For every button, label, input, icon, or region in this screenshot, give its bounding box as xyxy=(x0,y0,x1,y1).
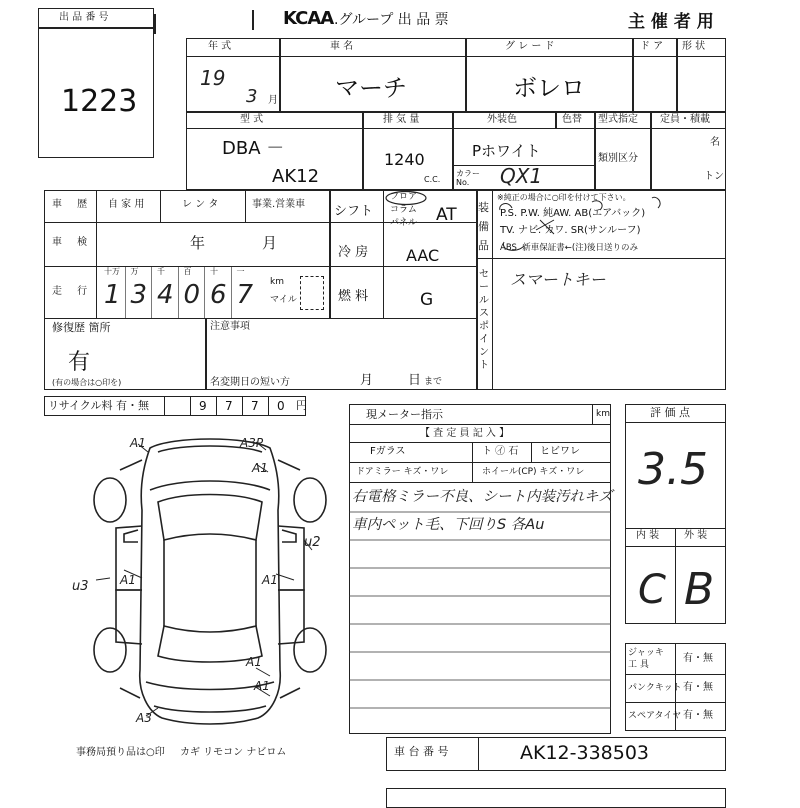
score-value: 3.5 xyxy=(638,444,708,495)
exterior-color-value: Pホワイト xyxy=(472,142,541,160)
history-option-business[interactable]: 事業.営業車 xyxy=(252,199,306,210)
model-prefix: DBA － xyxy=(222,138,285,159)
sheet-title: .グループ 出 品 票 xyxy=(334,12,449,28)
inspection-year-unit: 年 xyxy=(190,234,206,252)
accessory-spare-choice[interactable]: 有・無 xyxy=(683,710,713,721)
mileage-place-label: 十万 xyxy=(104,267,120,276)
accessory-jack-choice[interactable]: 有・無 xyxy=(683,653,713,664)
car-name: マーチ xyxy=(335,74,407,102)
mark-a3p: A3P xyxy=(240,436,264,450)
mileage-digit: 7 xyxy=(236,280,254,310)
model-code: AK12 xyxy=(272,166,320,187)
inspector-entry-label: 【 査 定 員 記 入 】 xyxy=(420,428,510,439)
mark-a1-mid-left: A1 xyxy=(120,573,136,587)
mileage-place-label: 一 xyxy=(236,267,245,276)
office-items-label: 事務局預り品は○印 xyxy=(76,747,165,758)
mileage-digit: 6 xyxy=(210,280,227,310)
score-label: 評 価 点 xyxy=(650,406,690,419)
mileage-unit-km: km xyxy=(270,277,284,287)
fuel-value: G xyxy=(420,290,434,310)
name-change-label: 名変期日の短い方 xyxy=(210,377,290,388)
lot-number-box xyxy=(38,8,154,158)
organizer-use-label: 主 催 者 用 xyxy=(628,12,714,32)
ac-value: AAC xyxy=(406,246,440,265)
mile-checkbox[interactable] xyxy=(300,276,324,310)
equipment-line-1: P.S. P.W. 純AW. AB(エアバック) xyxy=(500,208,646,219)
displacement-value: 1240 xyxy=(384,150,425,169)
name-label: 車 名 xyxy=(330,41,354,52)
cc-unit: C.C. xyxy=(424,175,441,184)
mileage-place-label: 百 xyxy=(183,267,192,276)
mark-a1-top-right: A1 xyxy=(252,461,268,475)
shift-option-panel[interactable]: パネル xyxy=(390,218,418,228)
color-no-label: カラー No. xyxy=(456,169,480,187)
sales-point-text: スマートキー xyxy=(510,270,606,289)
remarks-label: 注意事項 xyxy=(210,321,250,332)
mark-u2: u2 xyxy=(304,535,321,550)
mileage-digit: 3 xyxy=(130,280,148,310)
accessory-puncture-label: パンクキット xyxy=(628,683,682,693)
car-diagram xyxy=(80,430,340,730)
bottom-frame xyxy=(386,788,726,808)
shift-option-column[interactable]: コラム xyxy=(390,205,417,215)
fuel-label: 燃 料 xyxy=(338,289,369,304)
recycle-label: リサイクル料 有・無 xyxy=(48,399,149,412)
history-option-rental[interactable]: レ ン タ xyxy=(182,199,219,210)
equipment-line-3: ABS. 新車保証書←(注)後日送りのみ xyxy=(500,243,639,253)
mileage-digit: 1 xyxy=(104,280,121,310)
capacity-unit-persons: 名 xyxy=(710,137,720,148)
lot-number-label: 出 品 番 号 xyxy=(59,12,109,23)
grade-value: ボレロ xyxy=(513,74,585,102)
ac-label: 冷 房 xyxy=(338,245,369,260)
equipment-line-2: TV. ナビ. カワ. SR(サンルーフ) xyxy=(500,225,641,236)
capacity-unit-tons: トン xyxy=(704,171,724,182)
interior-label: 内 装 xyxy=(636,530,660,541)
recycle-digit: 0 xyxy=(277,399,285,413)
mileage-digit: 4 xyxy=(157,280,174,310)
sales-point-label: セ ー ル ス ポ イ ン ト xyxy=(479,269,489,371)
crack-label: ヒビワレ xyxy=(540,446,580,457)
door-label: ド ア xyxy=(640,41,664,52)
chassis-label: 車 台 番 号 xyxy=(394,745,449,758)
shape-label: 形 状 xyxy=(682,41,706,52)
mark-a1-top-left: A1 xyxy=(130,436,146,450)
inspector-notes-1: 右電格ミラー不良、シート内装汚れキズ xyxy=(352,489,613,505)
model-designation-label: 型式指定 xyxy=(598,114,638,125)
meter-unit: km xyxy=(596,409,610,419)
glass-label: Fガラス xyxy=(370,446,406,457)
name-change-day-unit: 日 xyxy=(408,373,422,388)
exterior-grade: B xyxy=(684,564,715,615)
org-logo: KCAA xyxy=(283,8,334,29)
mark-a3-bottom: A3 xyxy=(136,711,152,725)
history-label: 車 歴 xyxy=(52,199,94,210)
mileage-place-label: 千 xyxy=(157,267,165,276)
mirror-label: ドアミラー キズ・ワレ xyxy=(356,467,449,477)
color-change-label: 色替 xyxy=(562,114,582,125)
exterior-label: 外 装 xyxy=(684,530,708,541)
repair-value: 有 xyxy=(68,350,91,375)
accessory-jack-label: ジャッキ 工 具 xyxy=(628,648,664,670)
recycle-digit: 9 xyxy=(199,399,207,413)
equipment-circle-marks xyxy=(496,193,696,258)
lot-number: 1223 xyxy=(61,84,138,119)
keys-label: カギ リモコン ナビロム xyxy=(180,747,287,758)
mark-a1-mid-right: A1 xyxy=(262,573,278,587)
grade-label: グ レ ー ド xyxy=(505,41,555,52)
interior-grade: C xyxy=(638,567,666,613)
inspection-month-unit: 月 xyxy=(262,234,278,252)
year-month: 3 xyxy=(246,86,258,107)
shift-option-floor[interactable]: フロア xyxy=(390,192,418,202)
mark-a1-bottom-right: A1 xyxy=(254,679,270,693)
repair-note: (有の場合は○印を) xyxy=(52,378,122,387)
model-label: 型 式 xyxy=(240,114,264,125)
floor-circle-mark xyxy=(384,190,430,206)
shift-value: AT xyxy=(436,205,457,225)
classification-label: 類別区分 xyxy=(598,153,638,164)
year-era: 19 xyxy=(200,66,226,90)
mark-u3: u3 xyxy=(72,579,89,594)
mileage-unit-mile: マイル xyxy=(270,295,297,305)
equipment-note: ※純正の場合に○印を付けて下さい。 xyxy=(497,193,631,202)
accessory-puncture-choice[interactable]: 有・無 xyxy=(683,682,713,693)
capacity-label: 定員・積載 xyxy=(660,114,710,125)
equipment-label: 装 備 品 xyxy=(478,201,489,252)
repair-label: 修復歴 箇所 xyxy=(52,321,111,334)
year-label: 年 式 xyxy=(208,41,232,52)
mileage-label: 走 行 xyxy=(52,286,94,297)
meter-label: 現メーター指示 xyxy=(366,408,443,421)
name-change-month-unit: 月 xyxy=(360,373,374,388)
mark-a1-rear-right: A1 xyxy=(246,655,262,669)
chassis-number: AK12-338503 xyxy=(520,742,650,764)
inspection-label: 車 検 xyxy=(52,237,94,248)
recycle-digit: 7 xyxy=(251,399,259,413)
mileage-place-label: 十 xyxy=(210,267,218,276)
stone-label: ト ㋑ 石 xyxy=(482,446,519,457)
displacement-label: 排 気 量 xyxy=(383,114,420,125)
name-change-until: まで xyxy=(424,377,443,387)
exterior-color-label: 外装色 xyxy=(487,114,517,125)
shift-label: シフト xyxy=(334,204,374,219)
wheel-label: ホイール(CP) キズ・ワレ xyxy=(482,467,585,477)
color-no-value: QX1 xyxy=(500,164,543,188)
recycle-digit: 7 xyxy=(225,399,233,413)
mileage-place-label: 万 xyxy=(130,267,139,276)
month-unit: 月 xyxy=(268,95,278,106)
inspector-notes-2: 車内ペット毛、下回りS 各Au xyxy=(352,517,545,533)
mileage-digit: 0 xyxy=(183,280,201,310)
history-option-private[interactable]: 自 家 用 xyxy=(108,199,145,210)
accessory-spare-label: スペアタイヤ xyxy=(628,711,682,721)
recycle-unit: 円 xyxy=(296,399,307,412)
